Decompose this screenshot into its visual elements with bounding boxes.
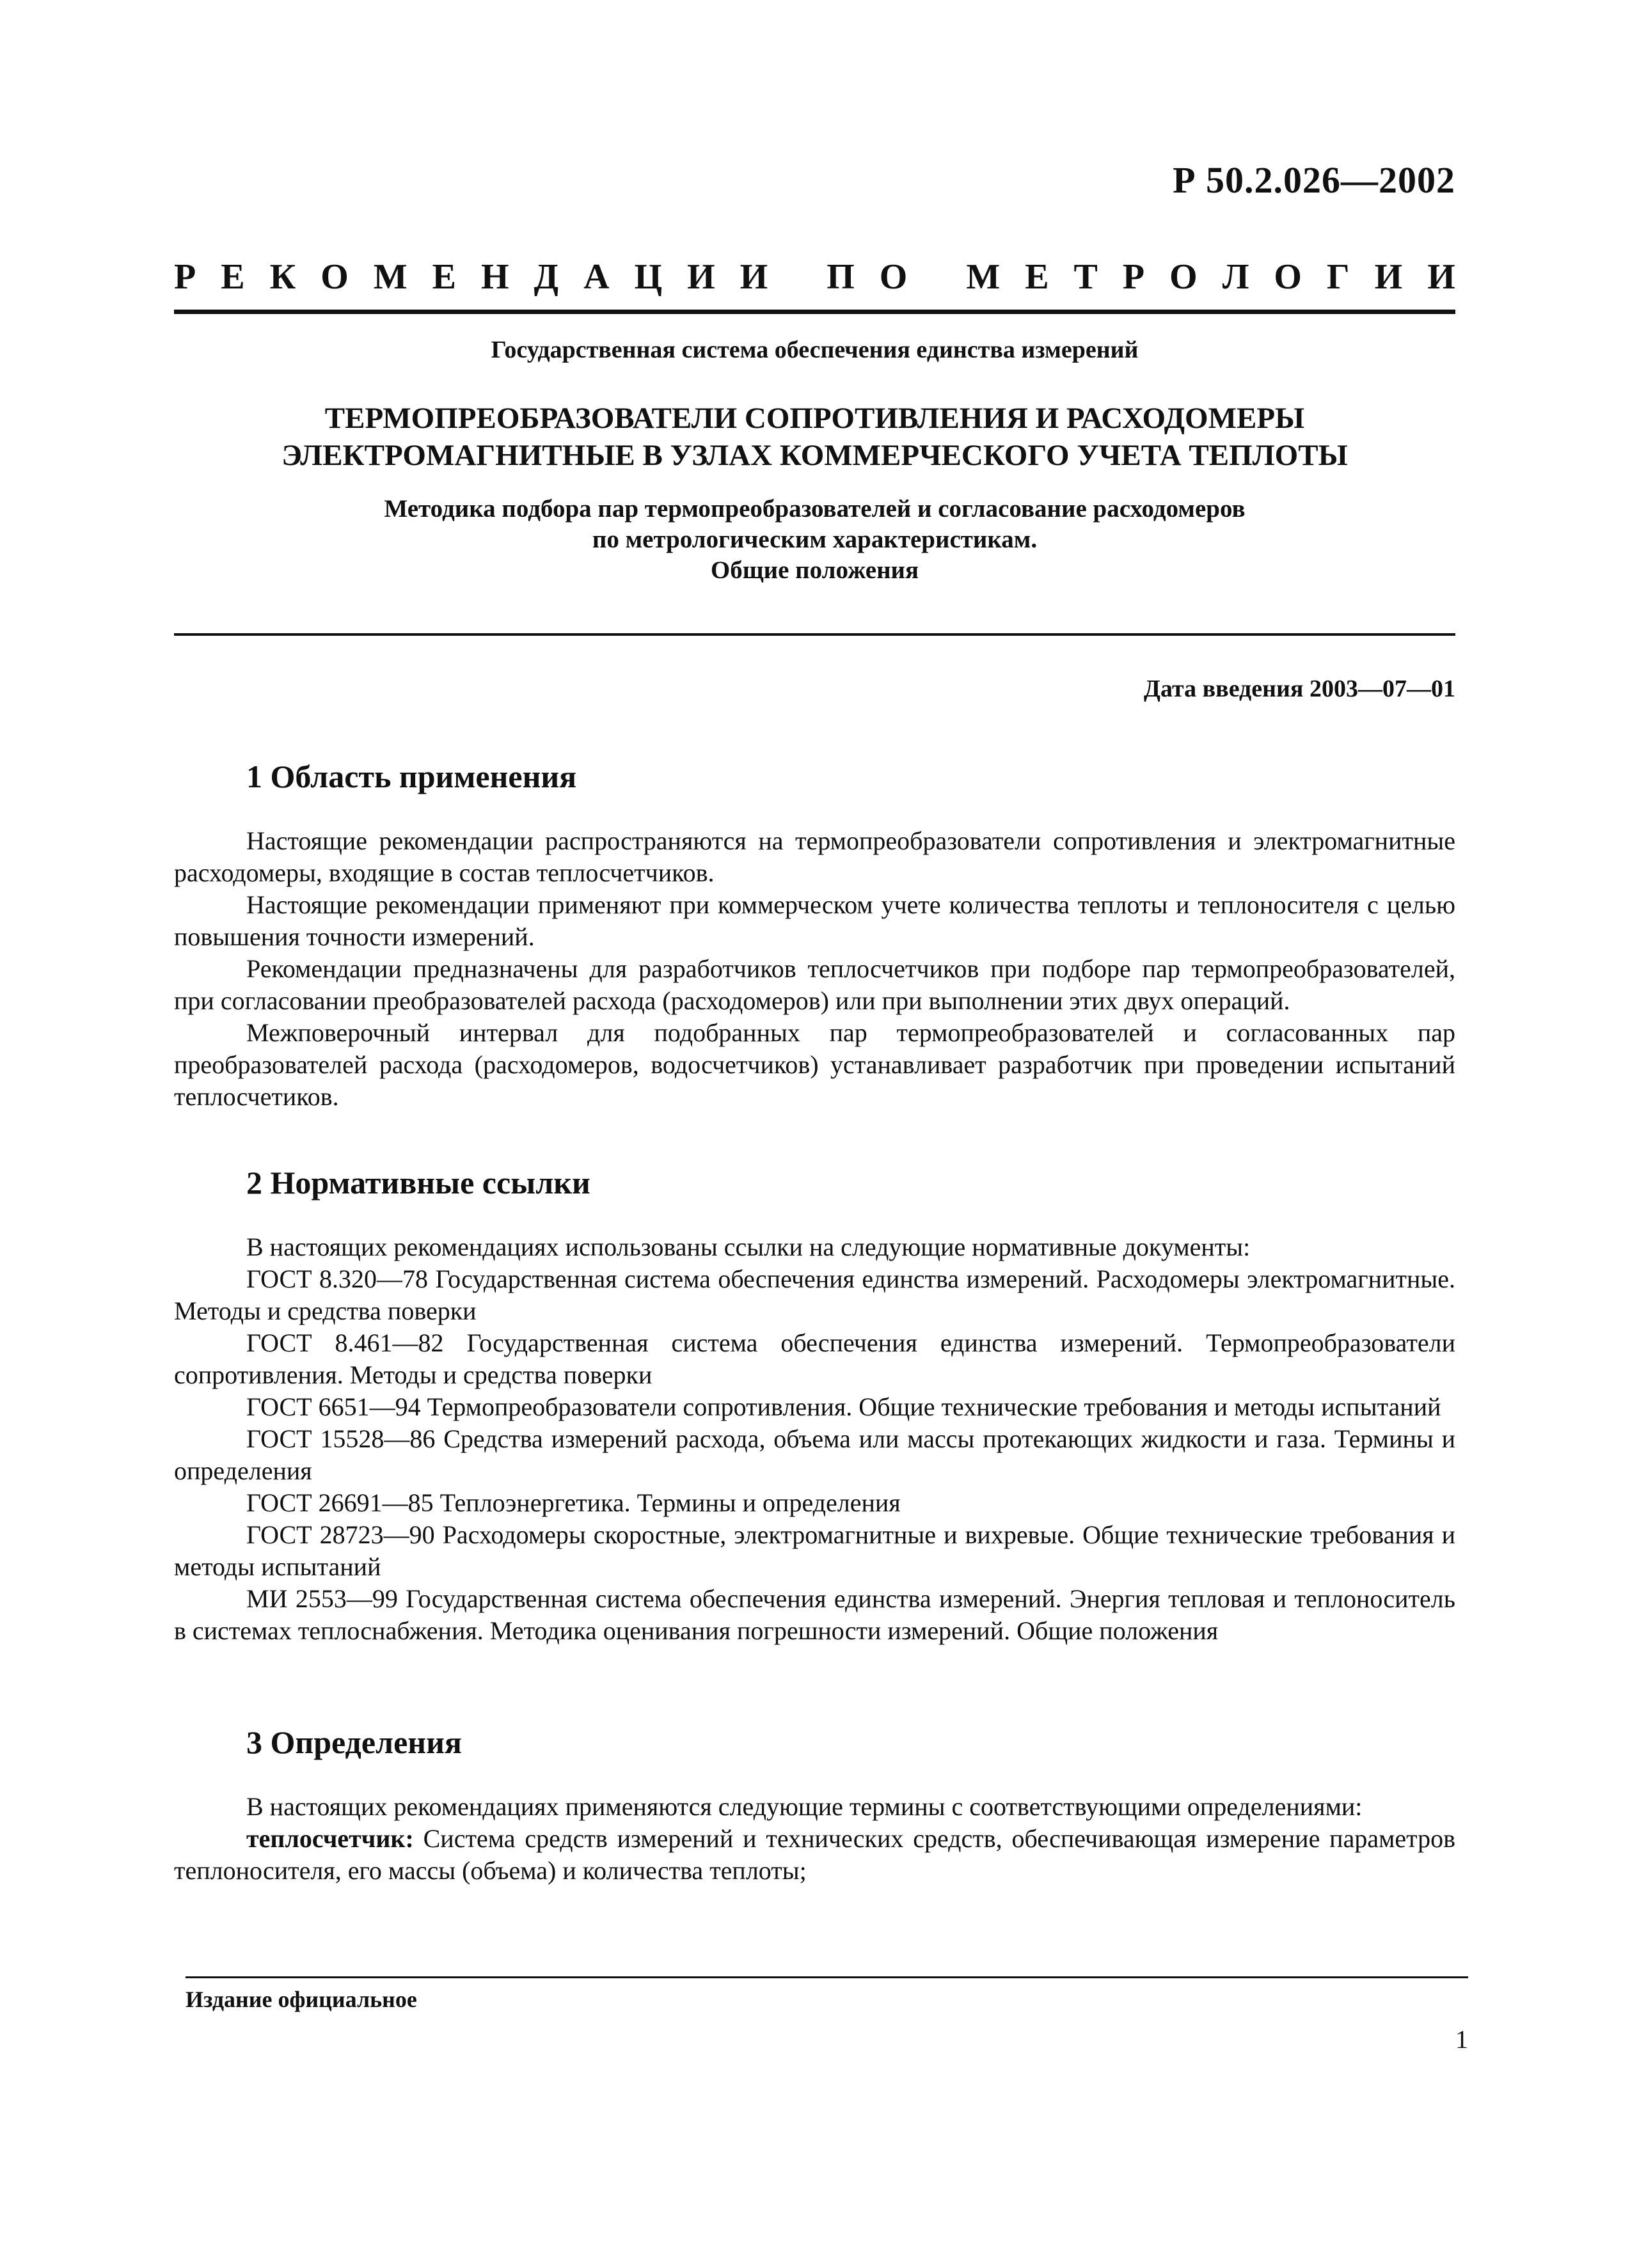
series-title-letter — [932, 259, 941, 295]
series-title-letter: Д — [534, 257, 559, 297]
main-title-line-1: ТЕРМОПРЕОБРАЗОВАТЕЛИ СОПРОТИВЛЕНИЯ И РАСХОДОМЕРЫ — [324, 402, 1305, 435]
series-title-letter: Л — [1222, 257, 1249, 297]
footer-rule — [186, 1976, 1468, 1978]
section-body-definitions — [174, 1791, 1455, 1887]
paragraph: Настоящие рекомендации распространяются на термопреобразователи сопротивления и электромагнитные расходомеры, входящие в состав теплосчетчиков. — [174, 826, 1455, 887]
reference-item: МИ 2553—99 Государственная система обеспечения единства измерений. Энергия тепловая и теплоноситель в системах теплоснабжения. Методика оценивания погрешности измерений. Общие положения — [174, 1584, 1455, 1645]
series-title-letter: К — [269, 257, 296, 297]
title-rule — [174, 633, 1455, 636]
series-title-letter: Е — [1025, 257, 1049, 297]
series-title-letter: И — [740, 257, 768, 297]
series-title-letter — [793, 259, 802, 295]
series-title-letter: И — [1374, 257, 1403, 297]
series-title-letter: Г — [1326, 257, 1350, 297]
series-title-letter: М — [373, 257, 408, 297]
paragraph: Рекомендации предназначены для разработчиков теплосчетчиков при подборе пар термопреобразователей, при согласовании преобразователей расхода (расходомеров) или при выполнении этих двух операций. — [174, 954, 1455, 1015]
definition-term: теплосчетчик: — [246, 1824, 414, 1853]
series-title-letter: Т — [1073, 257, 1098, 297]
subtitle — [174, 494, 1455, 586]
subtitle-line-1: Методика подбора пар термопреобразователей и согласование расходомеров — [384, 495, 1246, 523]
paragraph: В настоящих рекомендациях применяются следующие термины с соответствующими определениями: — [246, 1792, 1363, 1821]
reference-item: ГОСТ 28723—90 Расходомеры скоростные, электромагнитные и вихревые. Общие технические требования и методы испытаний — [174, 1520, 1455, 1581]
header-rule — [174, 310, 1455, 314]
paragraph: В настоящих рекомендациях использованы ссылки на следующие нормативные документы: — [246, 1232, 1251, 1261]
series-title — [174, 259, 1455, 295]
paragraph: Настоящие рекомендации применяют при коммерческом учете количества теплоты и теплоносителя с целью повышения точности измерений. — [174, 890, 1455, 951]
reference-item: ГОСТ 15528—86 Средства измерений расхода, объема или массы протекающих жидкости и газа. Термины и определения — [174, 1424, 1455, 1485]
series-title-letter: И — [1427, 257, 1455, 297]
reference-item: ГОСТ 26691—85 Теплоэнергетика. Термины и определения — [246, 1488, 901, 1517]
main-title — [174, 400, 1455, 474]
page-number: 1 — [1455, 2025, 1468, 2054]
series-title-letter: Р — [1122, 257, 1145, 297]
series-title-letter: Н — [480, 257, 509, 297]
section-heading-scope: 1 Область применения — [246, 759, 577, 794]
main-title-line-2: ЭЛЕКТРОМАГНИТНЫЕ В УЗЛАХ КОММЕРЧЕСКОГО УЧЕТА ТЕПЛОТЫ — [281, 439, 1348, 472]
introduction-date: Дата введения 2003—07—01 — [1143, 675, 1455, 702]
subtitle-line-2: по метрологическим характеристикам. — [592, 526, 1038, 553]
reference-item: ГОСТ 6651—94 Термопреобразователи сопротивления. Общие технические требования и методы испытаний — [246, 1392, 1441, 1421]
section-heading-references: 2 Нормативные ссылки — [246, 1165, 590, 1201]
document-code: Р 50.2.026—2002 — [1173, 159, 1455, 201]
section-heading-definitions: 3 Определения — [246, 1724, 462, 1760]
series-title-letter: Е — [221, 257, 245, 297]
definition-item — [174, 1823, 1455, 1887]
series-title-letter: А — [583, 257, 610, 297]
definition-text: Система средств измерений и технических средств, обеспечивающая измерение параметров теплоносителя, его массы (объема) и количества теплоты; — [174, 1824, 1455, 1885]
series-title-letter: Е — [432, 257, 456, 297]
series-title-letter: О — [1274, 257, 1302, 297]
series-title-letter: И — [687, 257, 715, 297]
series-title-letter: О — [1169, 257, 1198, 297]
section-body-references — [174, 1231, 1455, 1647]
series-title-letter: П — [827, 257, 855, 297]
section-body-scope — [174, 825, 1455, 1113]
series-title-letter: Р — [174, 257, 196, 297]
series-title-letter: Ц — [634, 257, 663, 297]
series-title-letter: М — [966, 257, 1001, 297]
series-title-letter: О — [320, 257, 349, 297]
edition-label: Издание официальное — [186, 1987, 417, 2012]
reference-item: ГОСТ 8.461—82 Государственная система обеспечения единства измерений. Термопреобразователи сопротивления. Методы и средства поверки — [174, 1328, 1455, 1389]
system-name: Государственная система обеспечения единства измерений — [491, 336, 1139, 363]
paragraph: Межповерочный интервал для подобранных пар термопреобразователей и согласованных пар преобразователей расхода (расходомеров, водосчетчиков) устанавливает разработчик при проведении испытаний теплосчетиков. — [174, 1018, 1455, 1111]
series-title-letter: О — [879, 257, 908, 297]
subtitle-line-3: Общие положения — [710, 556, 919, 584]
reference-item: ГОСТ 8.320—78 Государственная система обеспечения единства измерений. Расходомеры электромагнитные. Методы и средства поверки — [174, 1264, 1455, 1325]
